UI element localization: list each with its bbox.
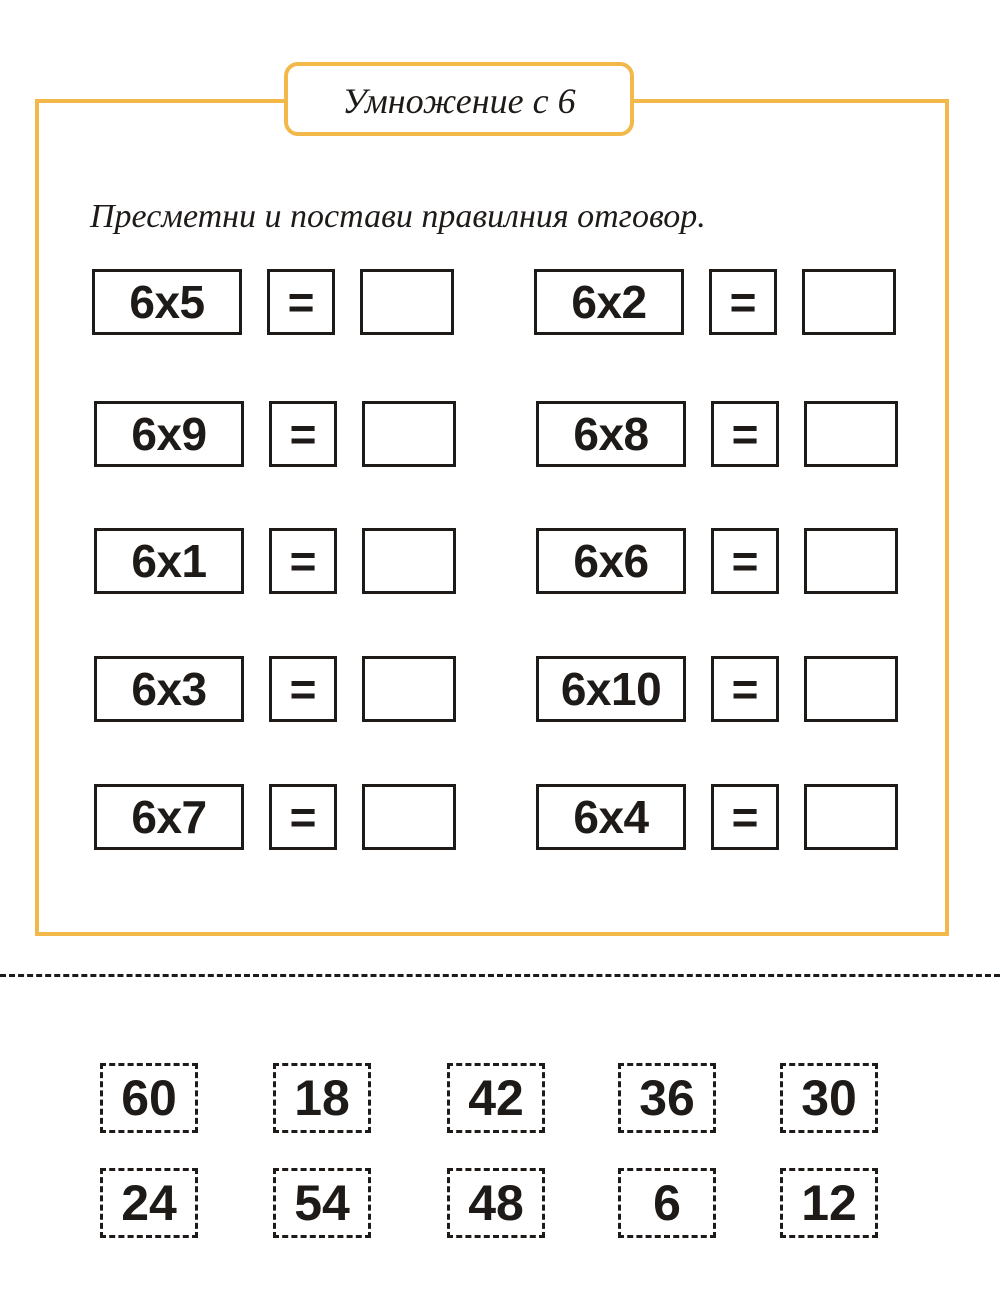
answer-tile[interactable]: 24 [100,1168,198,1238]
equals-box: = [711,784,779,850]
answer-box[interactable] [804,401,898,467]
answer-tile[interactable]: 60 [100,1063,198,1133]
equals-box: = [267,269,335,335]
answer-tile[interactable]: 36 [618,1063,716,1133]
expression-box: 6x3 [94,656,244,722]
equals-box: = [711,401,779,467]
answer-tile[interactable]: 18 [273,1063,371,1133]
title-tab [284,62,634,136]
expression-box: 6x6 [536,528,686,594]
answer-tile[interactable]: 42 [447,1063,545,1133]
equals-box: = [711,528,779,594]
answer-tile[interactable]: 48 [447,1168,545,1238]
answer-tile[interactable]: 12 [780,1168,878,1238]
answer-tile[interactable]: 54 [273,1168,371,1238]
equals-box: = [269,656,337,722]
expression-box: 6x7 [94,784,244,850]
answer-box[interactable] [362,656,456,722]
answer-box[interactable] [804,784,898,850]
answer-box[interactable] [362,528,456,594]
answer-tile[interactable]: 6 [618,1168,716,1238]
equals-box: = [709,269,777,335]
equals-box: = [269,528,337,594]
expression-box: 6x5 [92,269,242,335]
answer-box[interactable] [804,528,898,594]
instruction-text: Пресметни и постави правилния отговор. [90,198,706,235]
answer-tile[interactable]: 30 [780,1063,878,1133]
answer-box[interactable] [362,401,456,467]
expression-box: 6x1 [94,528,244,594]
answer-box[interactable] [362,784,456,850]
cut-line [0,974,1000,977]
answer-box[interactable] [804,656,898,722]
expression-box: 6x2 [534,269,684,335]
expression-box: 6x8 [536,401,686,467]
expression-box: 6x9 [94,401,244,467]
answer-box[interactable] [360,269,454,335]
expression-box: 6x10 [536,656,686,722]
answer-box[interactable] [802,269,896,335]
equals-box: = [711,656,779,722]
equals-box: = [269,784,337,850]
equals-box: = [269,401,337,467]
expression-box: 6x4 [536,784,686,850]
worksheet-title: Умножение с 6 [342,81,576,121]
